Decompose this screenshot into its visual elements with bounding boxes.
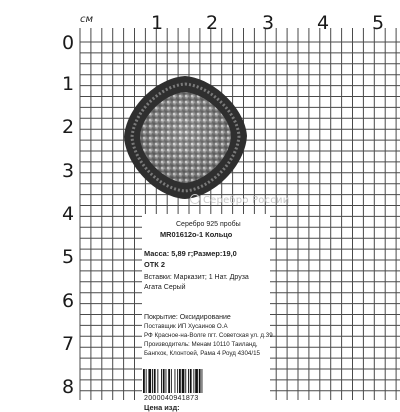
barcode-bar	[202, 369, 203, 393]
barcode-bar	[154, 369, 156, 393]
tag-coating: Покрытие: Оксидирование	[144, 314, 231, 321]
barcode-bar	[146, 369, 147, 393]
ruler-top-label: 3	[262, 12, 275, 34]
tag-price-label: Цена изд:	[144, 403, 180, 412]
ruler-left-label: 3	[62, 160, 75, 182]
ruler-left-label: 2	[62, 116, 75, 138]
barcode-bar	[199, 369, 201, 393]
tag-inserts-1: Вставки: Марказит; 1 Нат. Друза	[144, 274, 249, 281]
barcode-bar	[168, 369, 170, 393]
tag-address-2: Производитель: Менам 10110 Таиланд,	[144, 341, 258, 348]
ruler-left-label: 7	[62, 333, 75, 355]
barcode-bar	[175, 369, 176, 393]
tag-address-3: Бангкок, Клонтоей, Рама 4 Роуд 4304/15	[144, 350, 260, 357]
barcode-bar	[195, 369, 198, 393]
watermark-logo-icon	[190, 194, 200, 204]
ruler-left-label: 5	[62, 246, 75, 268]
ruler-top-label: 2	[206, 12, 219, 34]
barcode-bar	[182, 369, 185, 393]
barcode-bar	[148, 369, 151, 393]
barcode-bar	[193, 369, 194, 393]
ruler-left-label: 8	[62, 376, 75, 398]
ruler-top-label: 4	[317, 12, 330, 34]
barcode-bar	[177, 369, 178, 393]
barcode-bar	[161, 369, 162, 393]
barcode-bar	[163, 369, 165, 393]
ruler-unit-label: см	[80, 14, 94, 25]
ruler-top-label: 5	[372, 12, 385, 34]
price-tag	[142, 214, 273, 412]
barcode-bar	[166, 369, 167, 393]
tag-otk: ОТК 2	[144, 260, 165, 269]
tag-title: Серебро 925 пробы	[176, 221, 241, 228]
watermark-text: Серебро России	[203, 195, 290, 206]
barcode-bar	[179, 369, 181, 393]
ruler-left-label: 1	[62, 73, 75, 95]
tag-address-1: РФ Красное-на-Волге пгт. Советская ул. д.39	[144, 332, 273, 339]
barcode-number: 2000040941873	[144, 395, 199, 402]
ruler-left-label: 0	[62, 32, 75, 54]
barcode-bar	[188, 369, 189, 393]
barcode-bar	[157, 369, 158, 393]
barcode-bar	[185, 369, 186, 393]
watermark	[190, 194, 289, 206]
barcode-bar	[152, 369, 153, 393]
tag-supplier: Поставщик ИП Хусаинов О.А	[144, 323, 228, 330]
barcode-bar	[171, 369, 172, 393]
ruler-left-label: 4	[62, 203, 75, 225]
ring-icon	[118, 70, 253, 205]
ruler-left-label: 6	[62, 290, 75, 312]
tag-inserts-2: Агата Серый	[144, 284, 186, 291]
tag-article: MR01612о-1 Кольцо	[160, 230, 233, 239]
barcode-bar	[143, 369, 145, 393]
tag-mass: Масса: 5,89 г;Размер:19,0	[144, 249, 237, 258]
barcode	[142, 369, 230, 393]
barcode-bar	[190, 369, 192, 393]
ruler-top-label: 1	[151, 12, 164, 34]
